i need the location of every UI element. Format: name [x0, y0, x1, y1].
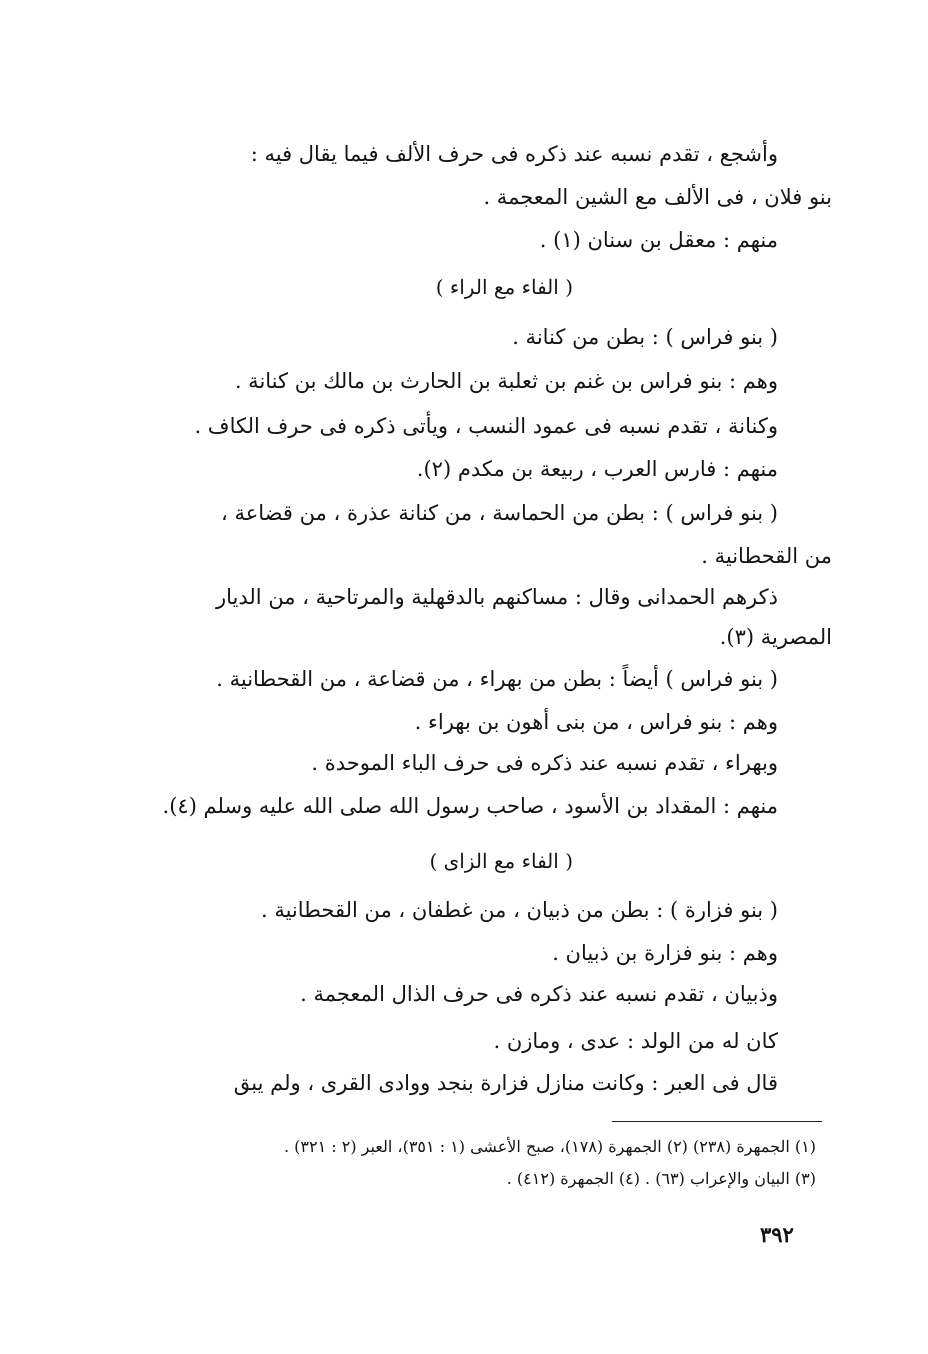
section-heading: ( الفاء مع الراء )	[435, 275, 573, 299]
text-line: ( بنو فزارة ) : بطن من ذبيان ، من غطفان ، من القحطانية .	[260, 898, 778, 922]
text-line: وهم : بنو فراس بن غنم بن ثعلبة بن الحارث بن مالك بن كنانة .	[234, 369, 778, 393]
text-line: وكنانة ، تقدم نسبه فى عمود النسب ، ويأتى ذكره فى حرف الكاف .	[194, 414, 778, 438]
text-line: ( بنو فراس ) : بطن من الحماسة ، من كنانة عذرة ، من قضاعة ،	[221, 501, 778, 525]
text-line: منهم : معقل بن سنان (١) .	[539, 228, 778, 252]
footnote-divider	[612, 1121, 822, 1122]
text-line: ذكرهم الحمدانى وقال : مساكنهم بالدقهلية والمرتاحية ، من الديار	[216, 585, 778, 609]
text-line: قال فى العبر : وكانت منازل فزارة بنجد ووادى القرى ، ولم يبق	[233, 1071, 778, 1095]
text-line: كان له من الولد : عدى ، ومازن .	[493, 1029, 778, 1053]
text-line: وبهراء ، تقدم نسبه عند ذكره فى حرف الباء الموحدة .	[311, 751, 778, 775]
text-line: من القحطانية .	[701, 544, 832, 568]
text-line: بنو فلان ، فى الألف مع الشين المعجمة .	[483, 185, 832, 209]
footnote-line: (٣) البيان والإعراب (٦٣) . (٤) الجمهرة (٤١٢) .	[506, 1169, 816, 1188]
text-line: وذبيان ، تقدم نسبه عند ذكره فى حرف الذال المعجمة .	[300, 982, 778, 1006]
text-line: منهم : المقداد بن الأسود ، صاحب رسول الله صلى الله عليه وسلم (٤).	[162, 794, 778, 818]
text-line: وهم : بنو فزارة بن ذبيان .	[552, 941, 778, 965]
footnote-line: (١) الجمهرة (٢٣٨) (٢) الجمهرة (١٧٨)، صبح الأعشى (١ : ٣٥١)، العبر (٢ : ٣٢١) .	[283, 1137, 816, 1156]
text-line: ( بنو فراس ) : بطن من كنانة .	[512, 325, 778, 349]
text-line: وهم : بنو فراس ، من بنى أهون بن بهراء .	[414, 710, 778, 734]
text-line: وأشجع ، تقدم نسبه عند ذكره فى حرف الألف فيما يقال فيه :	[250, 142, 778, 166]
page-number: ٣٩٢	[760, 1222, 794, 1247]
text-line: ( بنو فراس ) أيضاً : بطن من بهراء ، من قضاعة ، من القحطانية .	[216, 667, 778, 691]
text-line: منهم : فارس العرب ، ربيعة بن مكدم (٢).	[416, 457, 778, 481]
section-heading: ( الفاء مع الزاى )	[429, 849, 573, 873]
text-line: المصرية (٣).	[719, 625, 832, 649]
